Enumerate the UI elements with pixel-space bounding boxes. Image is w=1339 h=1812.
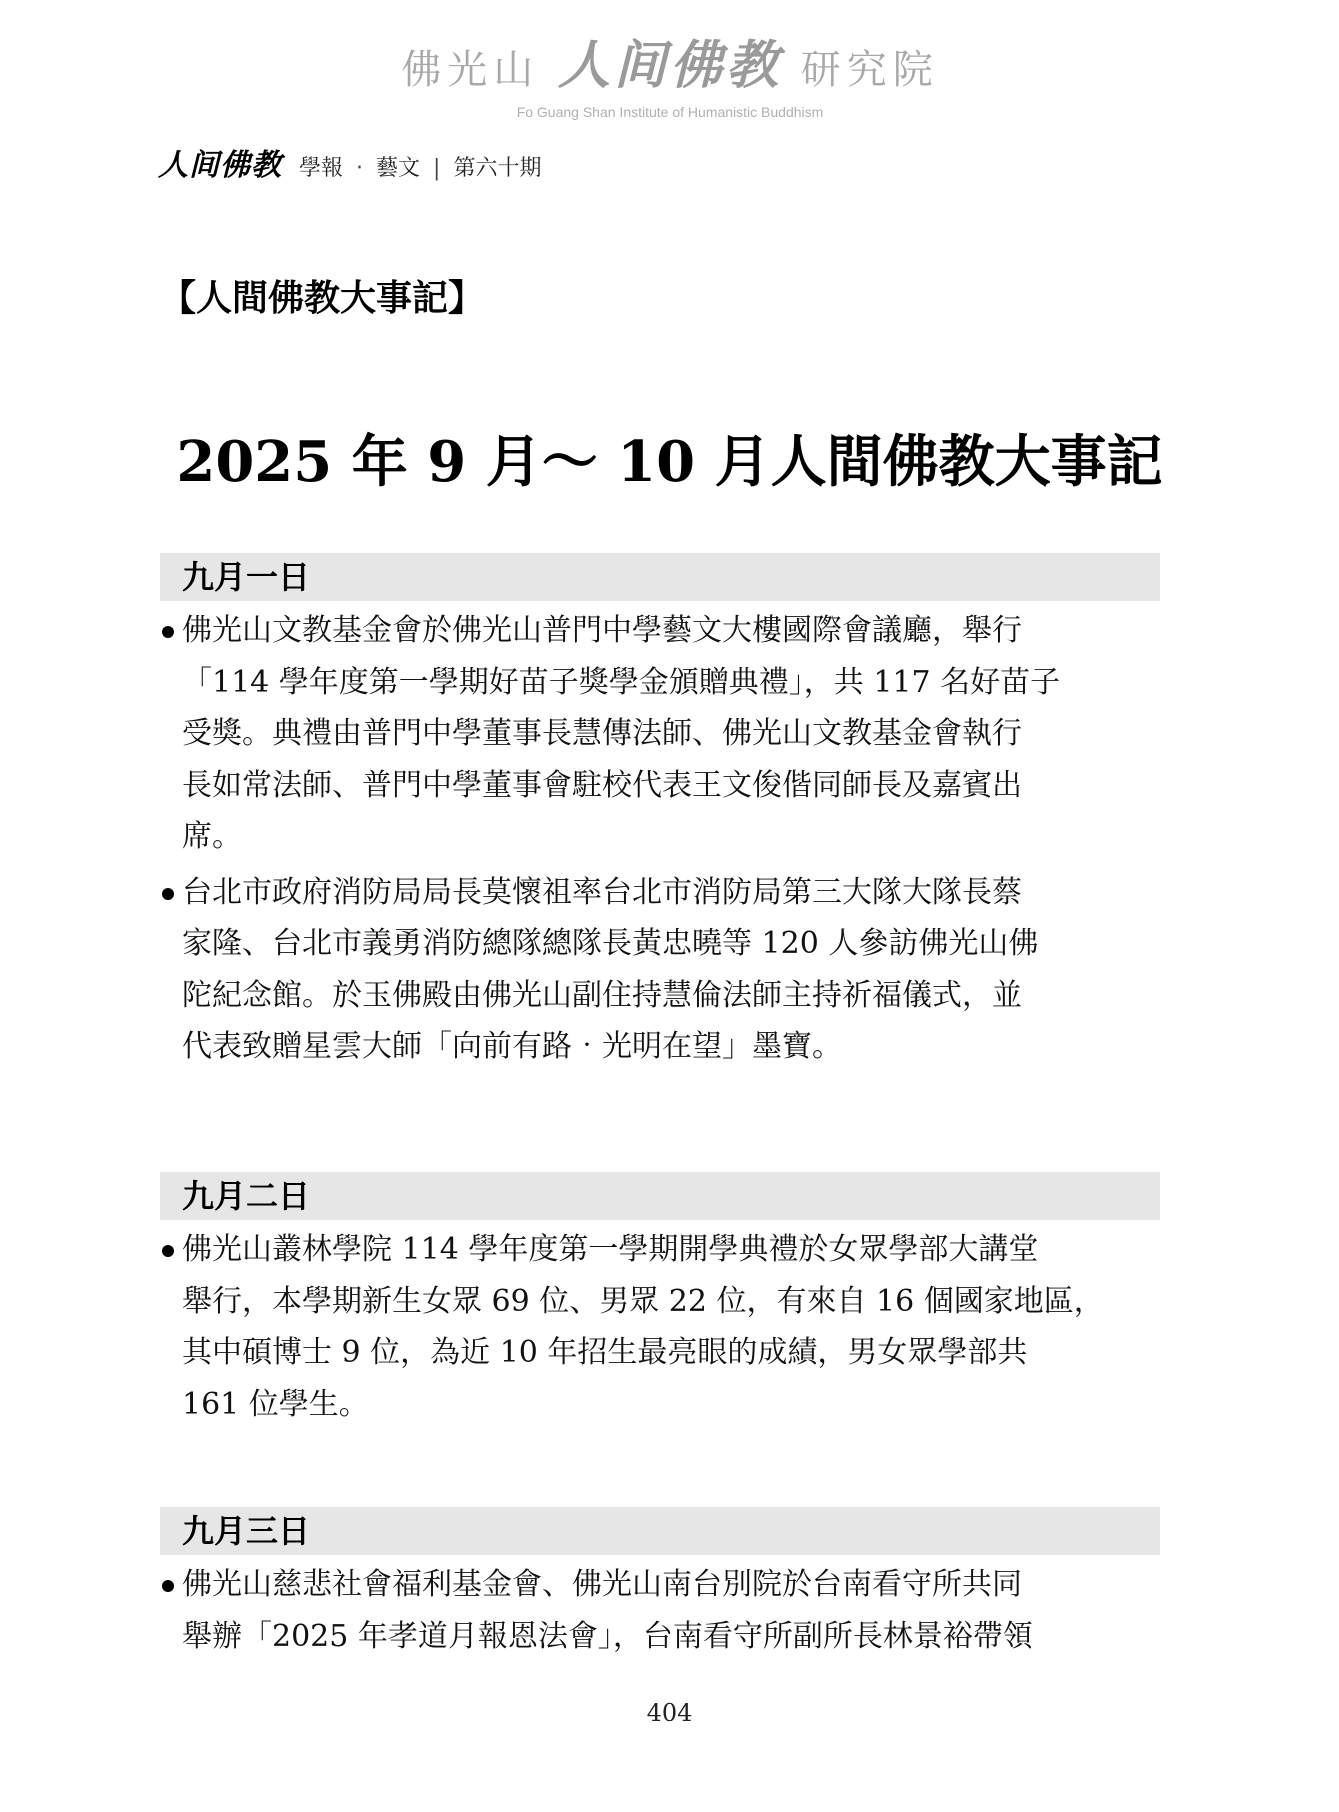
entry-line: 佛光山叢林學院 114 學年度第一學期開學典禮於女眾學部大講堂 bbox=[182, 1232, 1039, 1267]
event-entry bbox=[160, 1224, 1160, 1430]
day-section bbox=[160, 1507, 1160, 1662]
day-section bbox=[160, 553, 1160, 1073]
bullet-icon bbox=[162, 1580, 174, 1592]
bullet-icon bbox=[162, 626, 174, 638]
institute-header bbox=[360, 35, 980, 120]
day-section bbox=[160, 1172, 1160, 1430]
day-header: 九月三日 bbox=[160, 1507, 1160, 1555]
section-label: 【人間佛教大事記】 bbox=[160, 277, 485, 319]
institute-prefix: 佛光山 bbox=[401, 47, 540, 93]
page-number: 404 bbox=[646, 1699, 693, 1727]
journal-separator: | bbox=[433, 156, 441, 181]
entry-line: 舉行，本學期新生女眾 69 位、男眾 22 位，有來自 16 個國家地區， bbox=[182, 1283, 1104, 1319]
day-header: 九月二日 bbox=[160, 1172, 1160, 1220]
journal-brand-logo: 人间佛教 bbox=[158, 148, 282, 183]
page-title: 2025 年 9 月～ 10 月人間佛教大事記 bbox=[176, 429, 1163, 495]
journal-issue: 第六十期 bbox=[453, 156, 542, 181]
institute-english-name: Fo Guang Shan Institute of Humanistic Buddhism bbox=[516, 104, 824, 120]
event-entry bbox=[160, 867, 1160, 1073]
entry-line: 陀紀念館。於玉佛殿由佛光山副住持慧倫法師主持祈福儀式，並 bbox=[182, 977, 1022, 1013]
bullet-icon bbox=[162, 1245, 174, 1257]
entry-line: 「114 學年度第一學期好苗子獎學金頒贈典禮」，共 117 名好苗子 bbox=[182, 664, 1061, 700]
journal-dot: ‧ bbox=[356, 156, 364, 181]
entry-line: 161 位學生。 bbox=[182, 1386, 369, 1422]
entry-line: 台北市政府消防局局長莫懷祖率台北市消防局第三大隊大隊長蔡 bbox=[182, 874, 1022, 910]
entry-line: 受獎。典禮由普門中學董事長慧傳法師、佛光山文教基金會執行 bbox=[182, 716, 1022, 751]
journal-running-header bbox=[158, 140, 541, 184]
entry-line: 舉辦「2025 年孝道月報恩法會」，台南看守所副所長林景裕帶領 bbox=[182, 1618, 1033, 1654]
journal-section: 藝文 bbox=[376, 156, 421, 181]
entry-line: 長如常法師、普門中學董事會駐校代表王文俊偕同師長及嘉賓出 bbox=[182, 767, 1022, 803]
event-entry bbox=[160, 605, 1160, 863]
entry-line: 佛光山慈悲社會福利基金會、佛光山南台別院於台南看守所共同 bbox=[182, 1567, 1022, 1602]
bullet-icon bbox=[162, 888, 174, 900]
entry-line: 席。 bbox=[182, 819, 242, 854]
entry-line: 家隆、台北市義勇消防總隊總隊長黃忠曉等 120 人參訪佛光山佛 bbox=[182, 926, 1039, 961]
institute-suffix: 研究院 bbox=[800, 47, 939, 93]
day-header: 九月一日 bbox=[160, 553, 1160, 601]
entry-line: 代表致贈星雲大師「向前有路‧光明在望」墨寶。 bbox=[182, 1029, 842, 1064]
journal-name: 學報 bbox=[299, 156, 344, 181]
institute-brand-logo: 人间佛教 bbox=[557, 35, 782, 96]
entry-line: 佛光山文教基金會於佛光山普門中學藝文大樓國際會議廳，舉行 bbox=[182, 613, 1022, 648]
entry-line: 其中碩博士 9 位，為近 10 年招生最亮眼的成績，男女眾學部共 bbox=[182, 1335, 1028, 1370]
institute-title bbox=[360, 35, 980, 98]
event-entry bbox=[160, 1559, 1160, 1662]
